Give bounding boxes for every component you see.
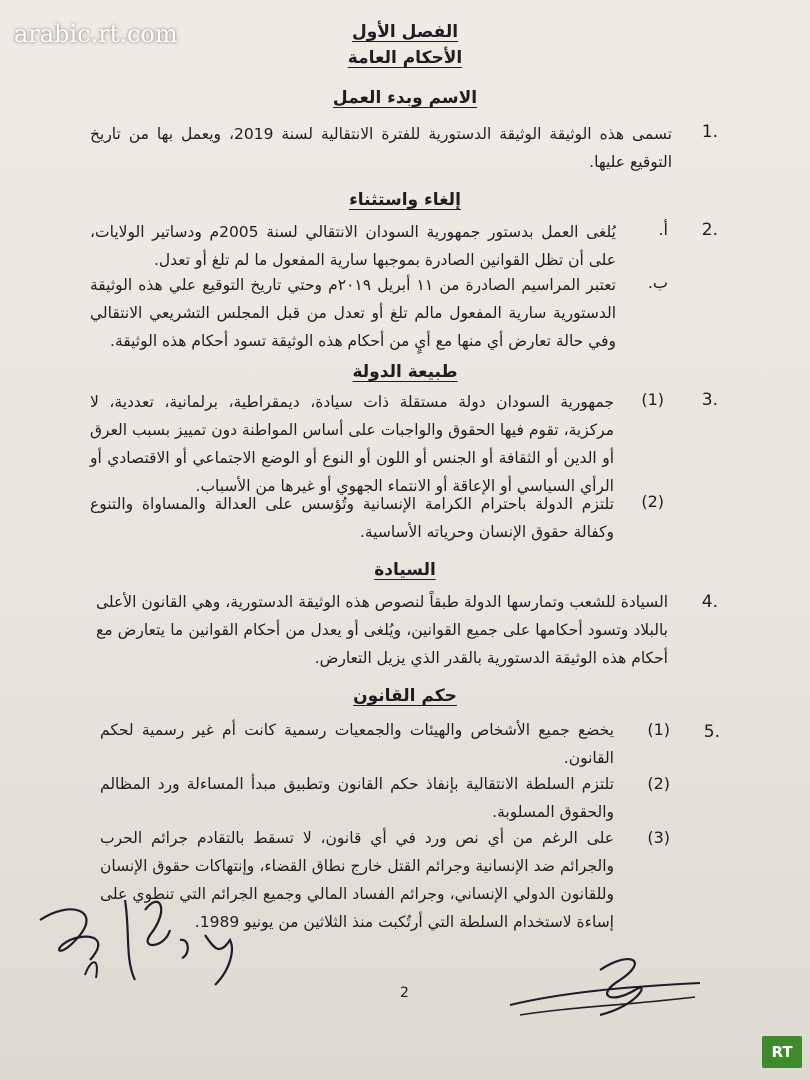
section-5-item-3-marker: (3) [647, 828, 670, 847]
section-3-item-2-marker: (2) [641, 492, 664, 511]
section-3-item-2-text: تلتزم الدولة باحترام الكرامة الإنسانية وتُؤسس على العدالة والمساواة والتنوع وكفالة حقوق الإنسان وحرياته الأساسية. [90, 495, 614, 541]
signature-left-icon [30, 880, 260, 990]
section-1-text: تسمى هذه الوثيقة الوثيقة الدستورية للفترة الانتقالية لسنة 2019، ويعمل بها من تاريخ التوقيع عليها. [90, 125, 672, 171]
rt-logo-icon: RT [762, 1036, 802, 1068]
section-5-item-2-text: تلتزم السلطة الانتقالية بإنفاذ حكم القانون وتطبيق مبدأ المساءلة ورد المظالم والحقوق المسلوبة. [100, 775, 614, 821]
chapter-title: الفصل الأول [351, 22, 459, 42]
section-1-number: 1. [701, 122, 718, 142]
section-5-item-2-marker: (2) [647, 774, 670, 793]
signature-right-icon [500, 945, 710, 1035]
section-3-number: 3. [701, 390, 718, 410]
section-2-item-b-text: تعتبر المراسيم الصادرة من ١١ أبريل ٢٠١٩م وحتي تاريخ التوقيع علي هذه الوثيقة الدستورية سارية المفعول مالم تلغ أو تعدل من قبل المجلس التشريعي الانتقالي وفي حالة تعارض أي منها مع أيٍ من أحكام هذه الوثيقة تسود أحكام هذه الوثيقة. [90, 276, 616, 350]
site-watermark: arabic.rt.com [14, 20, 178, 48]
section-5-item-3-text: على الرغم من أي نص ورد في أي قانون، لا تسقط بالتقادم جرائم الحرب والجرائم ضد الإنسانية وجرائم القتل خارج نطاق القضاء، وإنتهاكات حقوق الإنسان وللقانون الدولي الإنساني، وجرائم الفساد المالي وجميع الجرائم التي تنطوي على إساءة لاستخدام السلطة التي أرتُكبت منذ الثلاثين من يونيو 1989. [100, 829, 614, 931]
section-2-item-b-marker: ب. [647, 273, 668, 292]
section-4-number: 4. [701, 592, 718, 612]
section-2-heading: إلغاء واستثناء [349, 190, 461, 210]
section-4-text: السيادة للشعب وتمارسها الدولة طبقاً لنصوص هذه الوثيقة الدستورية، وهي القانون الأعلى بالبلاد وتسود أحكامها على جميع القوانين، ويُلغى أو يعدل من أحكام القوانين ما يتعارض مع أحكام هذه الوثيقة الدستورية بالقدر الذي يزيل التعارض. [96, 593, 668, 667]
section-3-item-1-text: جمهورية السودان دولة مستقلة ذات سيادة، ديمقراطية، برلمانية، تعددية، لا مركزية، تقوم فيها الحقوق والواجبات على أساس المواطنة دون تمييز بسبب العرق أو الدين أو الثقافة أو الجنس أو اللون أو النوع أو الوضع الاجتماعي أو الاقتصادي أو الرأي السياسي أو الإعاقة أو الانتماء الجهوي أو غيرها من الأسباب. [90, 393, 614, 495]
section-3-item-1-marker: (1) [641, 390, 664, 409]
section-2-number: 2. [701, 220, 718, 240]
section-5-item-1-marker: (1) [647, 720, 670, 739]
section-5-heading: حكم القانون [353, 686, 457, 706]
page-number: 2 [400, 985, 409, 1001]
chapter-subtitle: الأحكام العامة [347, 48, 463, 68]
section-5-item-1-text: يخضع جميع الأشخاص والهيئات والجمعيات رسمية كانت أم غير رسمية لحكم القانون. [100, 721, 614, 767]
section-4-heading: السيادة [374, 560, 436, 580]
section-3-heading: طبيعة الدولة [352, 362, 458, 382]
section-2-item-a-text: يُلغى العمل بدستور جمهورية السودان الانتقالي لسنة 2005م ودساتير الولايات، على أن تظل القوانين الصادرة بموجبها سارية المفعول ما لم تلغ أو تعدل. [90, 223, 616, 269]
section-1-heading: الاسم وبدء العمل [332, 88, 478, 108]
section-2-item-a-marker: أ. [658, 220, 668, 239]
section-5-number: 5. [703, 722, 720, 742]
